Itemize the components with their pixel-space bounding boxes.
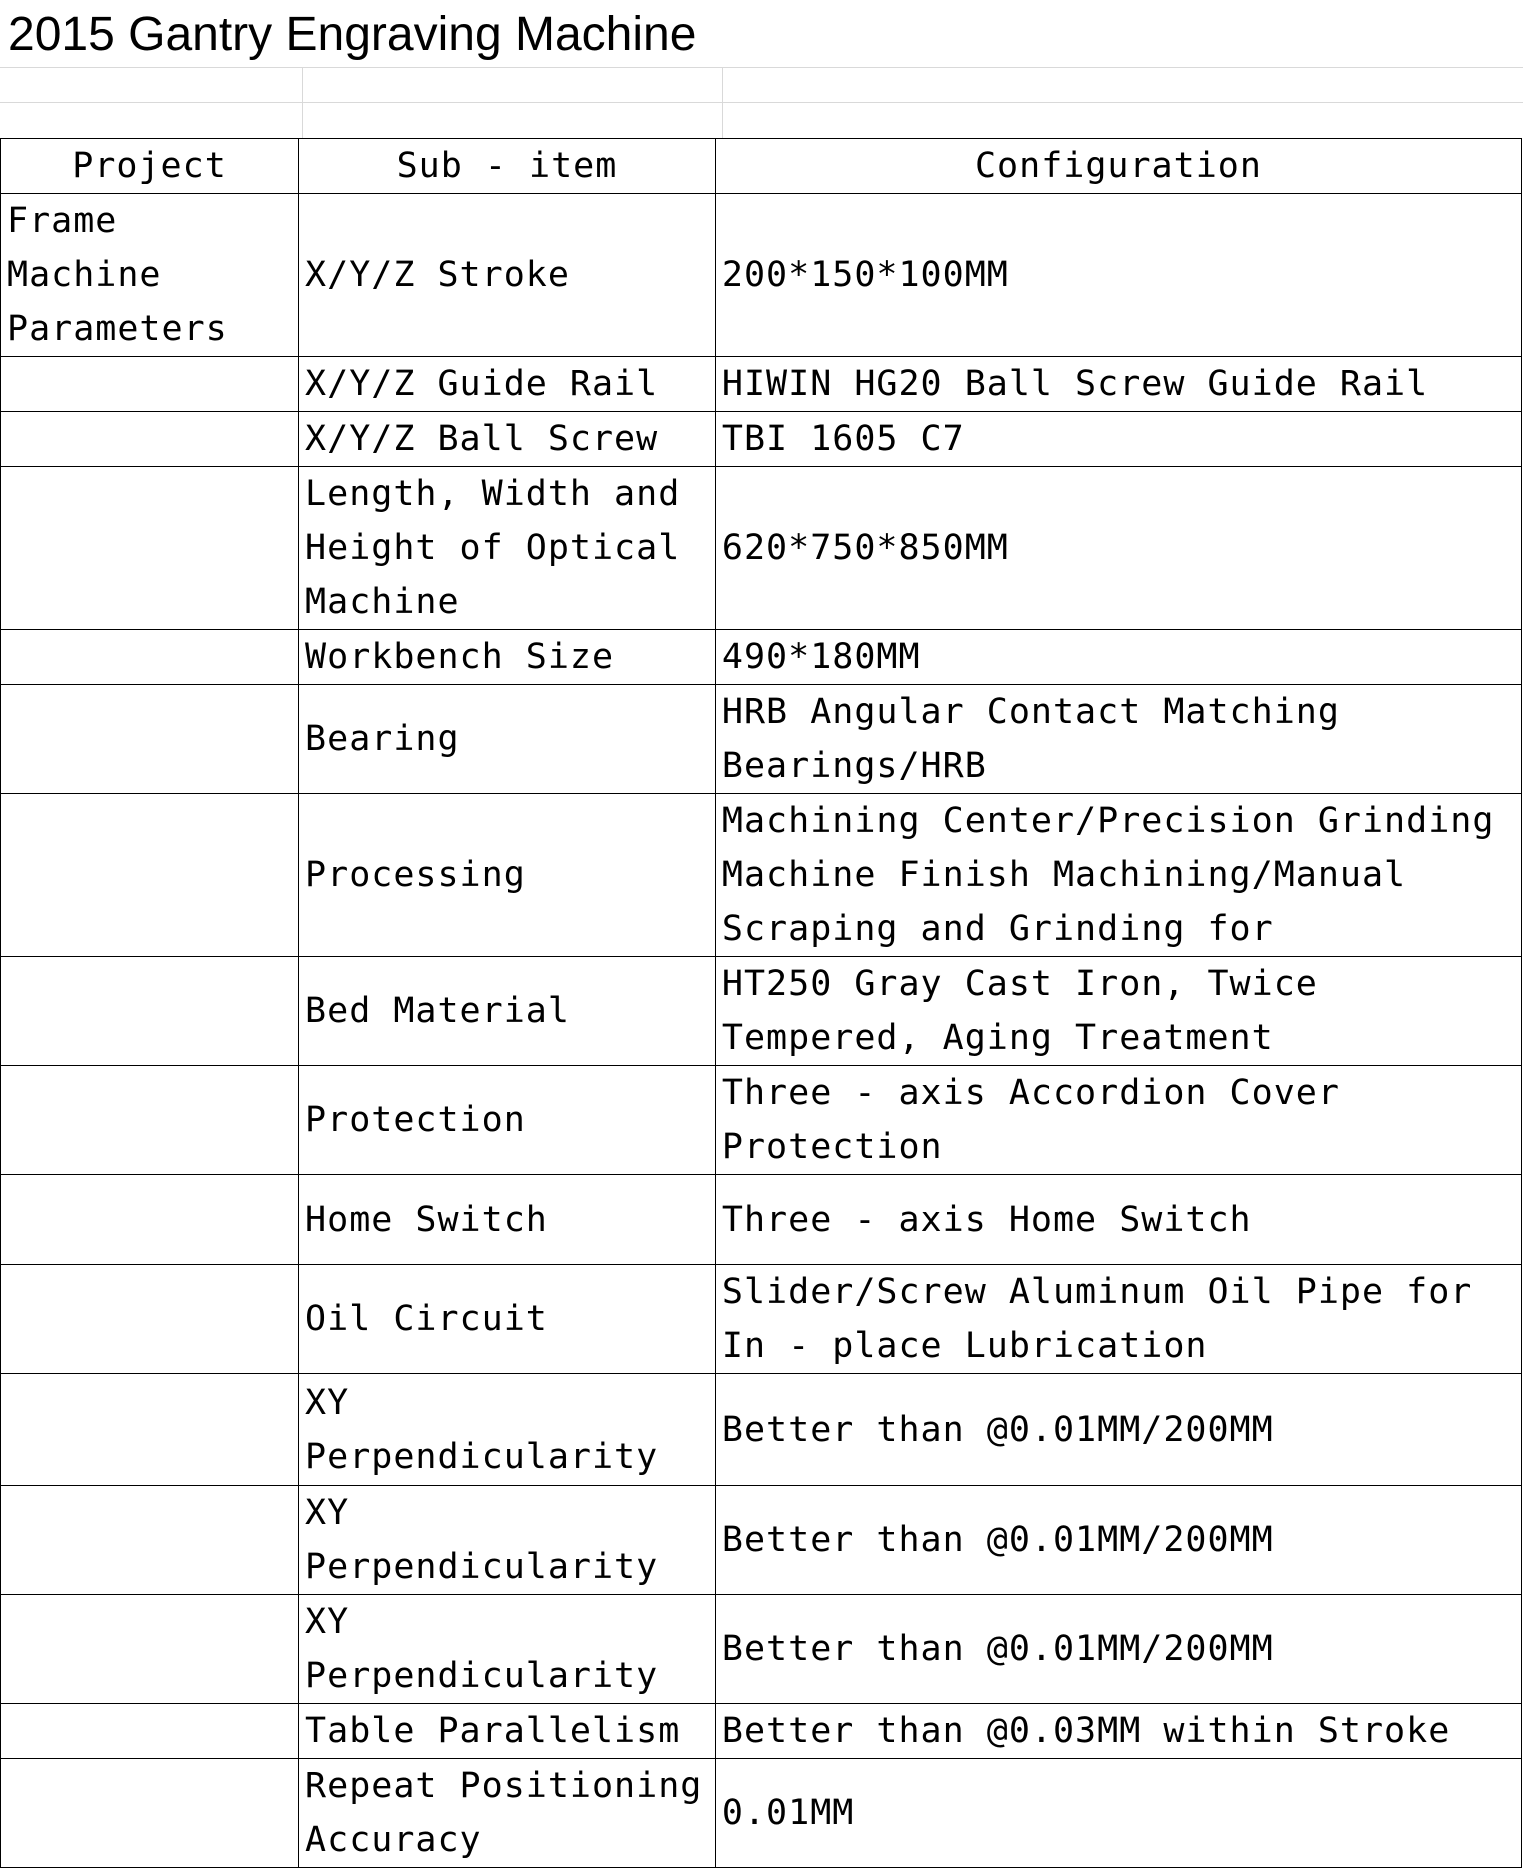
sub-item-cell[interactable]: X/Y/Z Guide Rail — [299, 357, 716, 412]
header-project[interactable]: Project — [1, 139, 299, 194]
header-sub-item[interactable]: Sub - item — [299, 139, 716, 194]
sub-item-cell[interactable]: X/Y/Z Stroke — [299, 194, 716, 357]
gridline — [0, 102, 1523, 103]
table-row — [1, 630, 1522, 685]
project-cell[interactable] — [1, 1265, 299, 1374]
table-row — [1, 1704, 1522, 1759]
sub-item-cell[interactable]: X/Y/Z Ball Screw — [299, 412, 716, 467]
table-row — [1, 194, 1522, 357]
project-cell[interactable] — [1, 467, 299, 630]
configuration-cell[interactable]: 0.01MM — [715, 1759, 1521, 1868]
configuration-cell[interactable]: 490*180MM — [715, 630, 1521, 685]
configuration-cell[interactable]: TBI 1605 C7 — [715, 412, 1521, 467]
configuration-cell[interactable]: Machining Center/Precision Grinding Machine Finish Machining/Manual Scraping and Grinding for — [715, 794, 1521, 957]
configuration-cell[interactable]: HRB Angular Contact Matching Bearings/HRB — [715, 685, 1521, 794]
table-row — [1, 685, 1522, 794]
configuration-cell[interactable]: HT250 Gray Cast Iron, Twice Tempered, Aging Treatment — [715, 957, 1521, 1066]
table-row — [1, 467, 1522, 630]
sub-item-cell[interactable]: Protection — [299, 1066, 716, 1175]
project-cell[interactable] — [1, 630, 299, 685]
project-cell[interactable] — [1, 1704, 299, 1759]
project-cell[interactable] — [1, 1595, 299, 1704]
configuration-cell[interactable]: Better than @0.01MM/200MM — [715, 1595, 1521, 1704]
sub-item-cell[interactable]: XY Perpendicularity — [299, 1595, 716, 1704]
table-row — [1, 1374, 1522, 1486]
sub-item-cell[interactable]: Processing — [299, 794, 716, 957]
header-row — [1, 139, 1522, 194]
table-row — [1, 1759, 1522, 1868]
configuration-cell[interactable]: Better than @0.01MM/200MM — [715, 1486, 1521, 1595]
sub-item-cell[interactable]: Workbench Size — [299, 630, 716, 685]
project-cell[interactable] — [1, 1486, 299, 1595]
header-configuration[interactable]: Configuration — [715, 139, 1521, 194]
configuration-cell[interactable]: Three - axis Accordion Cover Protection — [715, 1066, 1521, 1175]
configuration-cell[interactable]: Three - axis Home Switch — [715, 1175, 1521, 1265]
sub-item-cell[interactable]: XY Perpendicularity — [299, 1486, 716, 1595]
configuration-cell[interactable]: 620*750*850MM — [715, 467, 1521, 630]
sheet-title[interactable]: 2015 Gantry Engraving Machine — [8, 8, 697, 61]
sub-item-cell[interactable]: Oil Circuit — [299, 1265, 716, 1374]
gridline — [302, 68, 303, 138]
gridline — [722, 68, 723, 138]
project-cell[interactable]: Frame Machine Parameters — [1, 194, 299, 357]
project-cell[interactable] — [1, 412, 299, 467]
sub-item-cell[interactable]: Bed Material — [299, 957, 716, 1066]
project-cell[interactable] — [1, 1759, 299, 1868]
sub-item-cell[interactable]: Length, Width and Height of Optical Machine — [299, 467, 716, 630]
configuration-cell[interactable]: 200*150*100MM — [715, 194, 1521, 357]
project-cell[interactable] — [1, 1175, 299, 1265]
sub-item-cell[interactable]: Bearing — [299, 685, 716, 794]
configuration-cell[interactable]: HIWIN HG20 Ball Screw Guide Rail — [715, 357, 1521, 412]
project-cell[interactable] — [1, 794, 299, 957]
table-row — [1, 357, 1522, 412]
sub-item-cell[interactable]: Table Parallelism — [299, 1704, 716, 1759]
project-cell[interactable] — [1, 957, 299, 1066]
project-cell[interactable] — [1, 685, 299, 794]
configuration-cell[interactable]: Slider/Screw Aluminum Oil Pipe for In - place Lubrication — [715, 1265, 1521, 1374]
configuration-cell[interactable]: Better than @0.03MM within Stroke — [715, 1704, 1521, 1759]
gridline — [0, 67, 1523, 68]
project-cell[interactable] — [1, 357, 299, 412]
table-row — [1, 1265, 1522, 1374]
configuration-cell[interactable]: Better than @0.01MM/200MM — [715, 1374, 1521, 1486]
table-body — [1, 194, 1522, 1868]
project-cell[interactable] — [1, 1066, 299, 1175]
spec-table — [0, 138, 1522, 1868]
sub-item-cell[interactable]: XY Perpendicularity — [299, 1374, 716, 1486]
table-row — [1, 1595, 1522, 1704]
table-row — [1, 794, 1522, 957]
project-cell[interactable] — [1, 1374, 299, 1486]
sub-item-cell[interactable]: Home Switch — [299, 1175, 716, 1265]
sub-item-cell[interactable]: Repeat Positioning Accuracy — [299, 1759, 716, 1868]
table-row — [1, 1486, 1522, 1595]
table-row — [1, 412, 1522, 467]
table-row — [1, 1175, 1522, 1265]
table-row — [1, 1066, 1522, 1175]
table-row — [1, 957, 1522, 1066]
